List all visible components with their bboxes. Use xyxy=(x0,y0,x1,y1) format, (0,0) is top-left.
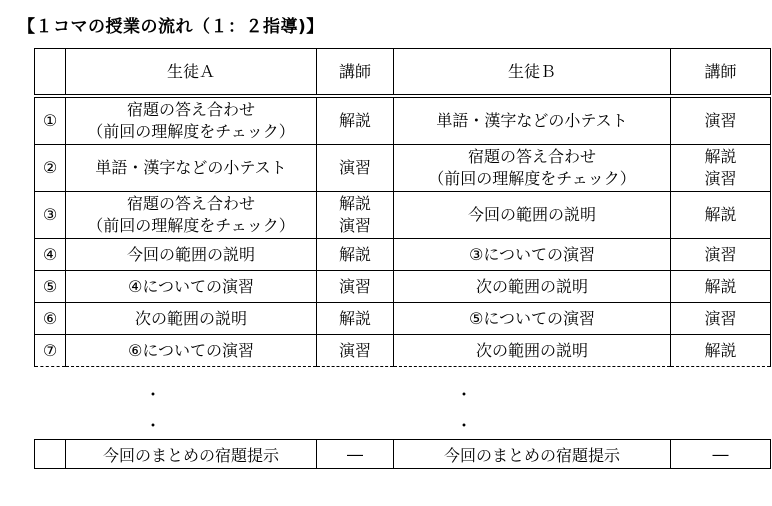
final-row-teacher-a: ― xyxy=(317,440,394,469)
final-row-student-b: 今回のまとめの宿題提示 xyxy=(394,440,671,469)
row-number: ⑤ xyxy=(35,271,66,303)
final-row-teacher-b: ― xyxy=(671,440,771,469)
final-row-number xyxy=(35,440,66,469)
student-a-activity xyxy=(66,239,317,271)
teacher-b-role xyxy=(671,145,771,192)
table-row xyxy=(35,98,771,145)
student-a-activity-line: 宿題の答え合わせ xyxy=(126,100,255,119)
final-row xyxy=(35,440,771,469)
ellipsis-dot-b2: ・ xyxy=(456,416,473,435)
row-number: ⑥ xyxy=(35,303,66,335)
student-b-activity-line: 宿題の答え合わせ xyxy=(467,147,596,166)
teacher-a-role-line: 解説 xyxy=(338,194,371,213)
ellipsis-dot-b1: ・ xyxy=(456,385,473,404)
student-a-activity-line: 今回の範囲の説明 xyxy=(126,244,255,264)
teacher-b-role-line: 演習 xyxy=(704,308,737,328)
student-b-activity xyxy=(394,145,671,192)
row-number: ② xyxy=(35,145,66,192)
table-row xyxy=(35,145,771,192)
teacher-a-role-line: 演習 xyxy=(338,340,371,360)
student-b-activity-line: 次の範囲の説明 xyxy=(475,276,588,296)
student-a-activity xyxy=(66,145,317,192)
student-b-activity xyxy=(394,98,671,145)
student-b-activity-line: ⑤についての演習 xyxy=(468,308,596,328)
student-a-activity xyxy=(66,98,317,145)
teacher-b-role-line: 解説 xyxy=(704,340,737,360)
teacher-b-role xyxy=(671,192,771,239)
header-teacher-b: 講師 xyxy=(671,49,771,95)
teacher-a-role-line: 解説 xyxy=(338,308,371,328)
teacher-a-role xyxy=(317,239,394,271)
teacher-a-role-line: 解説 xyxy=(338,244,371,264)
student-b-activity-line: ③についての演習 xyxy=(468,244,596,264)
document-title: 【１コマの授業の流れ（１：２指導)】 xyxy=(18,17,324,37)
student-b-activity xyxy=(394,271,671,303)
header-student-a: 生徒Ａ xyxy=(66,49,317,95)
ellipsis-dot-a2: ・ xyxy=(145,416,162,435)
student-a-activity-line: 単語・漢字などの小テスト xyxy=(95,158,287,177)
teacher-b-role xyxy=(671,271,771,303)
teacher-a-role xyxy=(317,271,394,303)
student-a-activity-line: ④についての演習 xyxy=(127,276,255,296)
student-a-activity xyxy=(66,271,317,303)
table-header-row xyxy=(35,49,771,95)
ellipsis-dot-a1: ・ xyxy=(145,385,162,404)
final-row-table xyxy=(34,439,771,469)
table-row xyxy=(35,271,771,303)
student-b-activity-line: 今回の範囲の説明 xyxy=(467,205,596,224)
student-a-activity-line: ⑥についての演習 xyxy=(127,340,255,360)
teacher-b-role-line: 演習 xyxy=(704,244,737,264)
final-row-student-a: 今回のまとめの宿題提示 xyxy=(66,440,317,469)
student-b-activity xyxy=(394,303,671,335)
teacher-b-role xyxy=(671,239,771,271)
student-a-activity-line: 宿題の答え合わせ xyxy=(126,194,255,213)
student-b-activity xyxy=(394,335,671,367)
row-number: ⑦ xyxy=(35,335,66,367)
student-b-activity xyxy=(394,239,671,271)
student-a-activity xyxy=(66,192,317,239)
lesson-flow-table xyxy=(34,48,771,367)
student-b-activity-line: （前回の理解度をチェック） xyxy=(428,169,636,188)
table-row xyxy=(35,192,771,239)
row-number: ④ xyxy=(35,239,66,271)
teacher-a-role xyxy=(317,192,394,239)
row-number: ① xyxy=(35,98,66,145)
teacher-b-role-line: 解説 xyxy=(704,147,737,166)
teacher-a-role-line: 解説 xyxy=(338,111,371,130)
student-b-activity-line: 単語・漢字などの小テスト xyxy=(436,111,628,130)
student-b-activity-line: 次の範囲の説明 xyxy=(475,340,588,360)
teacher-a-role xyxy=(317,98,394,145)
student-a-activity-line: （前回の理解度をチェック） xyxy=(87,216,295,235)
teacher-b-role-line: 解説 xyxy=(704,205,737,224)
table-row xyxy=(35,303,771,335)
student-b-activity xyxy=(394,192,671,239)
student-a-activity-line: 次の範囲の説明 xyxy=(134,308,247,328)
student-a-activity xyxy=(66,335,317,367)
teacher-a-role xyxy=(317,303,394,335)
table-row xyxy=(35,239,771,271)
teacher-a-role-line: 演習 xyxy=(338,158,371,177)
student-a-activity-line: （前回の理解度をチェック） xyxy=(87,122,295,141)
teacher-b-role xyxy=(671,335,771,367)
teacher-b-role xyxy=(671,98,771,145)
header-student-b: 生徒Ｂ xyxy=(394,49,671,95)
table-row xyxy=(35,335,771,367)
teacher-b-role-line: 解説 xyxy=(704,276,737,296)
teacher-a-role xyxy=(317,335,394,367)
teacher-b-role-line: 演習 xyxy=(704,169,737,188)
teacher-a-role-line: 演習 xyxy=(338,216,371,235)
row-number: ③ xyxy=(35,192,66,239)
student-a-activity xyxy=(66,303,317,335)
teacher-b-role-line: 演習 xyxy=(704,111,737,130)
header-teacher-a: 講師 xyxy=(317,49,394,95)
header-number-cell xyxy=(35,49,66,95)
teacher-a-role-line: 演習 xyxy=(338,276,371,296)
teacher-a-role xyxy=(317,145,394,192)
teacher-b-role xyxy=(671,303,771,335)
